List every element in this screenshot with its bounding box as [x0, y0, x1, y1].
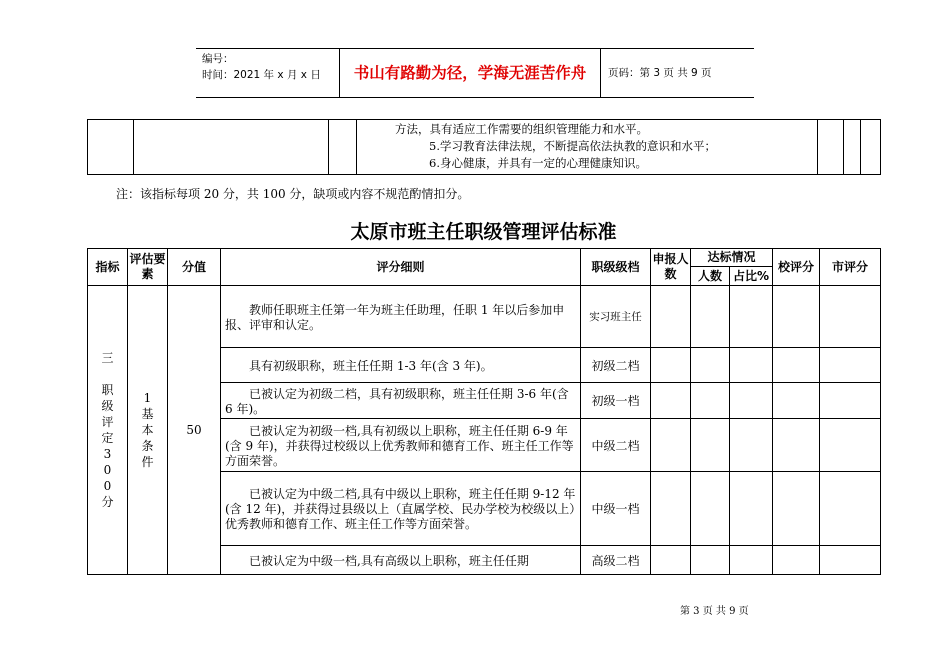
header-indicator: 指标 [88, 249, 128, 286]
element-cell: 1基本条件 [128, 286, 168, 575]
header-motto: 书山有路勤为径，学海无涯苦作舟 [339, 49, 601, 97]
header-score: 分值 [168, 249, 221, 286]
continued-text [357, 120, 818, 175]
continued-line: 6.身心健康，并具有一定的心理健康知识。 [429, 156, 647, 170]
header-city: 市评分 [820, 249, 881, 286]
grade-cell: 中级二档 [581, 419, 651, 472]
header-detail: 评分细则 [221, 249, 581, 286]
document-title: 太原市班主任职级管理评估标准 [350, 221, 617, 243]
page-header [196, 48, 754, 98]
detail-cell: 已被认定为初级二档，具有初级职称，班主任任期 3-6 年(含 6 年)。 [221, 383, 581, 419]
evaluation-table [87, 248, 881, 575]
header-status: 达标情况 [691, 249, 773, 267]
page-footer: 第 3 页 共 9 页 [680, 606, 749, 617]
grade-cell: 中级一档 [581, 472, 651, 546]
header-grade: 职级级档 [581, 249, 651, 286]
detail-cell: 具有初级职称，班主任任期 1-3 年(含 3 年)。 [221, 348, 581, 383]
scoring-note: 注：该指标每项 20 分，共 100 分，缺项或内容不规范酌情扣分。 [116, 187, 470, 201]
grade-cell: 高级二档 [581, 546, 651, 575]
header-element: 评估要素 [128, 249, 168, 286]
detail-cell: 已被认定为初级一档,具有初级以上职称，班主任任期 6-9 年(含 9 年)，并获得过校级以上优秀教师和德育工作、班主任工作等方面荣誉。 [221, 419, 581, 472]
page-number-label: 页码：第 3 页 共 9 页 [608, 67, 712, 79]
header-count: 人数 [691, 267, 730, 286]
header-meta [202, 51, 342, 83]
score-cell: 50 [168, 286, 221, 575]
continued-line: 5.学习教育法律法规，不断提高依法执教的意识和水平； [429, 139, 716, 153]
table-row [88, 286, 881, 348]
indicator-cell: 三 职级评定300分 [88, 286, 128, 575]
grade-cell: 初级一档 [581, 383, 651, 419]
grade-cell: 实习班主任 [581, 286, 651, 348]
detail-cell: 教师任职班主任第一年为班主任助理，任职 1 年以后参加申报、评审和认定。 [221, 286, 581, 348]
time-label: 时间：2021 年 x 月 x 日 [202, 69, 321, 81]
header-applicants: 申报人数 [651, 249, 691, 286]
header-school: 校评分 [773, 249, 820, 286]
continued-line: 方法，具有适应工作需要的组织管理能力和水平。 [395, 122, 648, 136]
detail-cell: 已被认定为中级一档,具有高级以上职称，班主任任期 [221, 546, 581, 575]
detail-cell: 已被认定为中级二档,具有中级以上职称，班主任任期 9-12 年(含 12 年)，并获得过县级以上（直属学校、民办学校为校级以上）优秀教师和德育工作、班主任工作等方面荣誉。 [221, 472, 581, 546]
number-label: 编号： [202, 53, 234, 65]
header-ratio: 占比% [730, 267, 773, 286]
grade-cell: 初级二档 [581, 348, 651, 383]
continued-table [87, 119, 881, 175]
